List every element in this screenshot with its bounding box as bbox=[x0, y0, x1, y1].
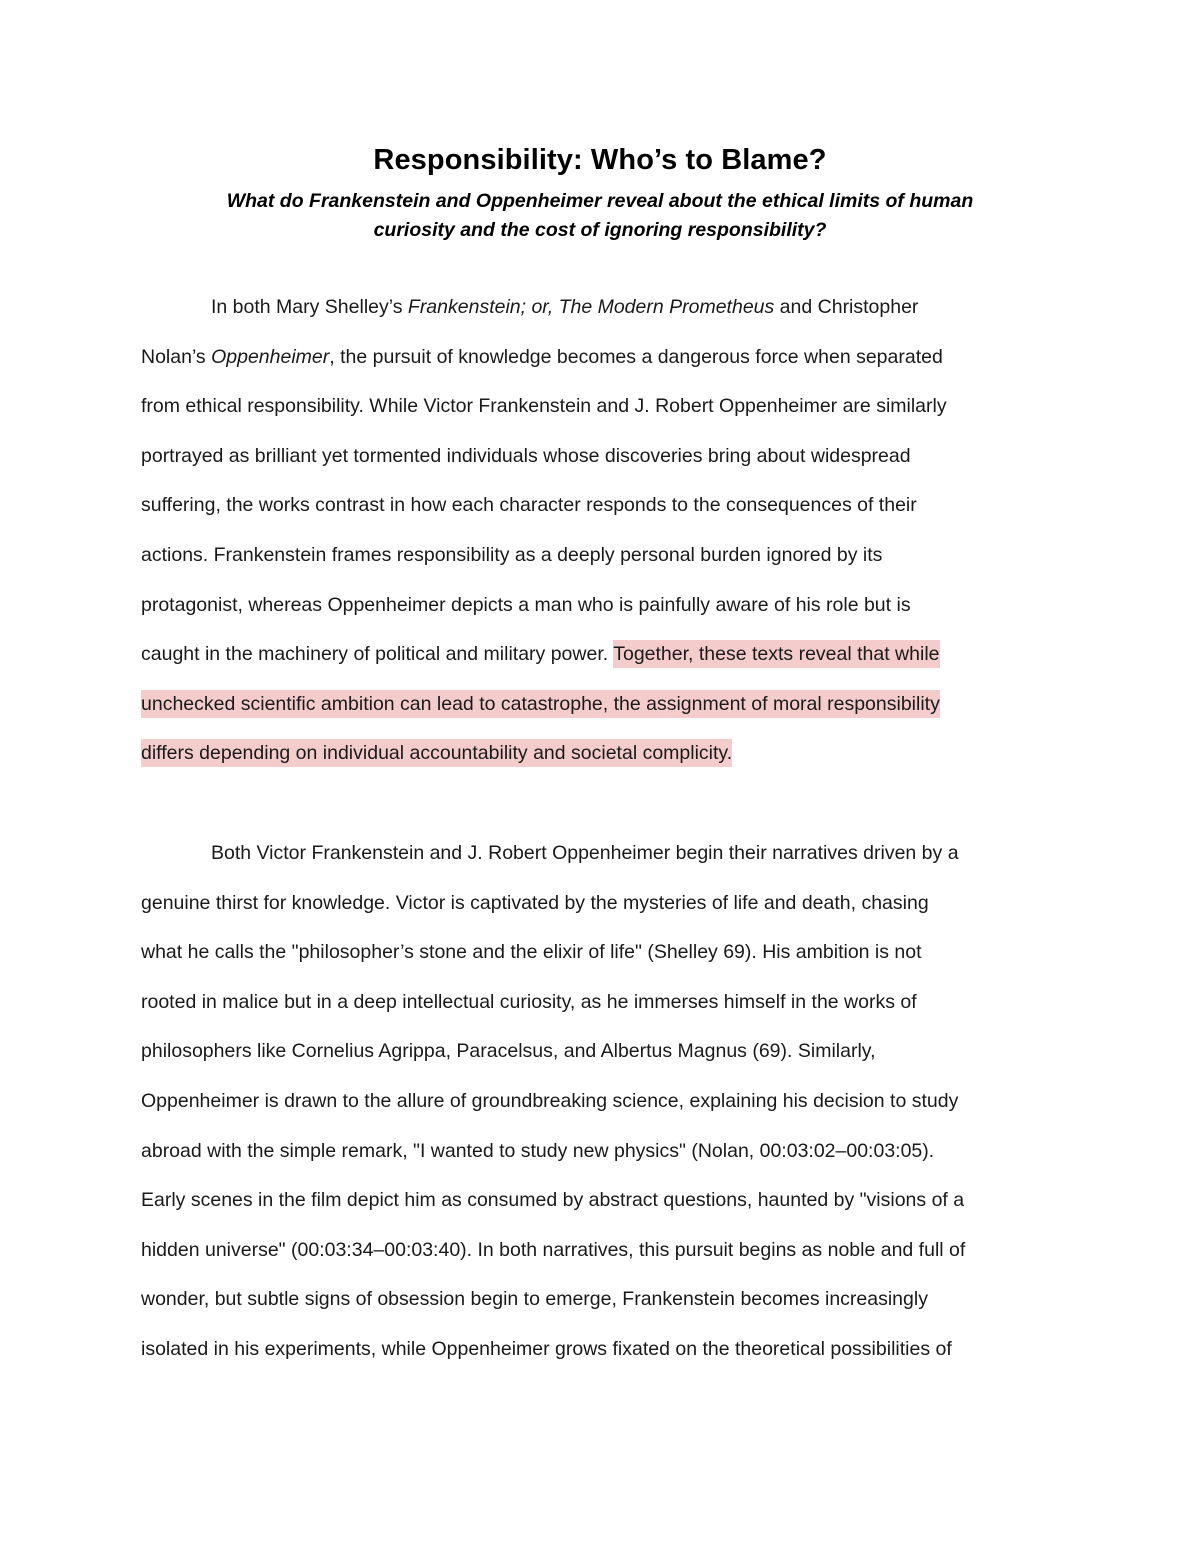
text-run: and Christopher bbox=[774, 296, 919, 318]
subtitle-line: What do Frankenstein and Oppenheimer reveal about the ethical limits of human bbox=[226, 190, 974, 212]
text-run: In both Mary Shelley’s bbox=[211, 296, 408, 318]
paragraph-line: genuine thirst for knowledge. Victor is captivated by the mysteries of life and death, chasing bbox=[141, 891, 929, 914]
subtitle-line: curiosity and the cost of ignoring responsibility? bbox=[373, 219, 827, 241]
text-run: caught in the machinery of political and military power. bbox=[141, 643, 614, 666]
page-title: Responsibility: Who’s to Blame? bbox=[373, 144, 827, 176]
paragraph-line: isolated in his experiments, while Oppenheimer grows fixated on the theoretical possibilities of bbox=[141, 1337, 952, 1360]
paragraph-line: from ethical responsibility. While Victor Frankenstein and J. Robert Oppenheimer are similarly bbox=[141, 395, 947, 418]
body-paragraph bbox=[141, 829, 1071, 1375]
paragraph-line: wonder, but subtle signs of obsession begin to emerge, Frankenstein becomes increasingly bbox=[141, 1288, 928, 1311]
paragraph-line: Early scenes in the film depict him as consumed by abstract questions, haunted by "visions of a bbox=[141, 1189, 965, 1212]
paragraph-line: abroad with the simple remark, "I wanted to study new physics" (Nolan, 00:03:02–00:03:05). bbox=[141, 1139, 935, 1162]
paragraph-line: rooted in malice but in a deep intellectual curiosity, as he immerses himself in the works of bbox=[141, 990, 917, 1013]
paragraph-line bbox=[141, 333, 1071, 383]
introduction-paragraph bbox=[141, 283, 1071, 779]
paragraph-line: what he calls the "philosopher’s stone and the elixir of life" (Shelley 69). His ambition is not bbox=[141, 941, 922, 964]
paragraph-line: philosophers like Cornelius Agrippa, Paracelsus, and Albertus Magnus (69). Similarly, bbox=[141, 1040, 876, 1063]
paragraph-line: hidden universe" (00:03:34–00:03:40). In both narratives, this pursuit begins as noble and full of bbox=[141, 1238, 966, 1261]
paragraph-line: portrayed as brilliant yet tormented individuals whose discoveries bring about widespread bbox=[141, 444, 911, 467]
text-run: , the pursuit of knowledge becomes a dangerous force when separated bbox=[329, 345, 943, 368]
paragraph-line: Oppenheimer is drawn to the allure of groundbreaking science, explaining his decision to study bbox=[141, 1089, 959, 1112]
paragraph-line: protagonist, whereas Oppenheimer depicts a man who is painfully aware of his role but is bbox=[141, 593, 911, 616]
essay-question-subtitle bbox=[150, 187, 1050, 245]
paragraph-line: actions. Frankenstein frames responsibility as a deeply personal burden ignored by its bbox=[141, 543, 883, 566]
italic-title-oppenheimer: Oppenheimer bbox=[211, 345, 330, 368]
thesis-highlight: Together, these texts reveal that while bbox=[613, 640, 939, 668]
text-run: Nolan’s bbox=[141, 345, 212, 368]
paragraph-line: suffering, the works contrast in how each character responds to the consequences of their bbox=[141, 494, 917, 517]
paragraph-line bbox=[141, 680, 1071, 730]
paragraph-line bbox=[141, 729, 1071, 779]
thesis-highlight: unchecked scientific ambition can lead to catastrophe, the assignment of moral responsibility bbox=[141, 690, 940, 718]
italic-title-frankenstein: Frankenstein; or, The Modern Prometheus bbox=[407, 296, 775, 318]
thesis-highlight: differs depending on individual accountability and societal complicity. bbox=[141, 739, 732, 767]
paragraph-line bbox=[141, 630, 1071, 680]
paragraph-line: Both Victor Frankenstein and J. Robert Oppenheimer begin their narratives driven by a bbox=[211, 842, 959, 864]
paragraph-line bbox=[141, 283, 1071, 333]
